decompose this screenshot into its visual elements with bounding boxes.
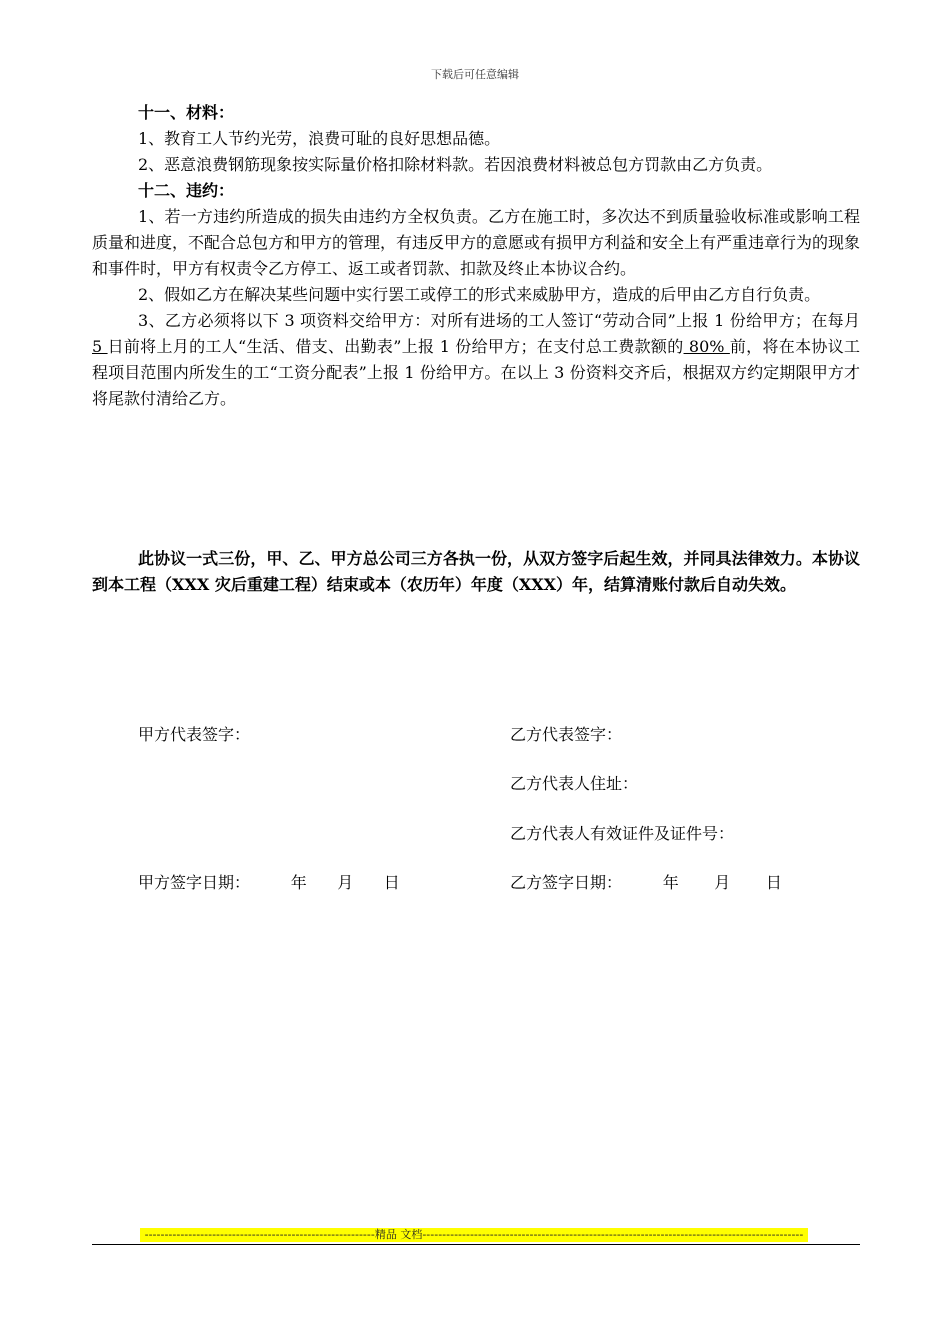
section-11-item-2: 2、恶意浪费钢筋现象按实际量价格扣除材料款。若因浪费材料被总包方罚款由乙方负责。	[138, 155, 773, 174]
party-a-sign-date: 甲方签字日期： 年 月 日	[138, 873, 400, 892]
section-11-heading: 十一、材料：	[138, 103, 235, 122]
day-of-month-value: 5	[92, 337, 108, 356]
item-3-part-b: 日前将上月的工人“生活、借支、出勤表”上报 1 份给甲方；在支付总工费款额的	[107, 337, 684, 356]
item-3-part-c: 前，将在本协议工程项目范围内所发生的工“工资分配表”上报 1 份给甲方。在以上 3 份资料交齐后，根据双方约定期限甲方才将尾款付清给乙方。	[92, 337, 861, 408]
section-12-item-2: 2、假如乙方在解决某些问题中实行罢工或停工的形式来威胁甲方，造成的后甲由乙方自行负责。	[138, 285, 821, 304]
document-body	[92, 100, 860, 412]
party-b-rep-signature: 乙方代表签字：	[510, 725, 623, 744]
party-b-address: 乙方代表人住址：	[510, 774, 639, 793]
section-12-item-3	[92, 308, 860, 412]
closing-clause: 此协议一式三份，甲、乙、甲方总公司三方各执一份，从双方签字后起生效，并同具法律效力。本协议到本工程（XXX 灾后重建工程）结束或本（农历年）年度（XXX）年，结算清账付款后自动失效。	[92, 549, 860, 594]
page-header: 下载后可任意编辑	[431, 68, 519, 81]
section-12-item-1: 1、若一方违约所造成的损失由违约方全权负责。乙方在施工时，多次达不到质量验收标准或影响工程质量和进度，不配合总包方和甲方的管理，有违反甲方的意愿或有损甲方利益和安全上有严重违章行为的现象和事件时，甲方有权责令乙方停工、返工或者罚款、扣款及终止本协议合约。	[92, 207, 861, 278]
section-11-item-1: 1、教育工人节约光劳，浪费可耻的良好思想品德。	[138, 129, 501, 148]
footer-banner: ----------------------------------------------------------精品 文档------------------------------------------------------------------------------------------------	[140, 1228, 808, 1242]
section-12-heading: 十二、违约：	[138, 181, 235, 200]
party-b-id: 乙方代表人有效证件及证件号：	[510, 824, 735, 843]
item-3-part-a: 3、乙方必须将以下 3 项资料交给甲方：对所有进场的工人签订“劳动合同”上报 1 份给甲方；在每月	[138, 311, 860, 330]
footer-rule	[92, 1244, 860, 1245]
percentage-value: 80%	[683, 337, 730, 356]
party-b-sign-date: 乙方签字日期： 年 月 日	[510, 873, 782, 892]
party-a-rep-signature: 甲方代表签字：	[138, 725, 251, 744]
